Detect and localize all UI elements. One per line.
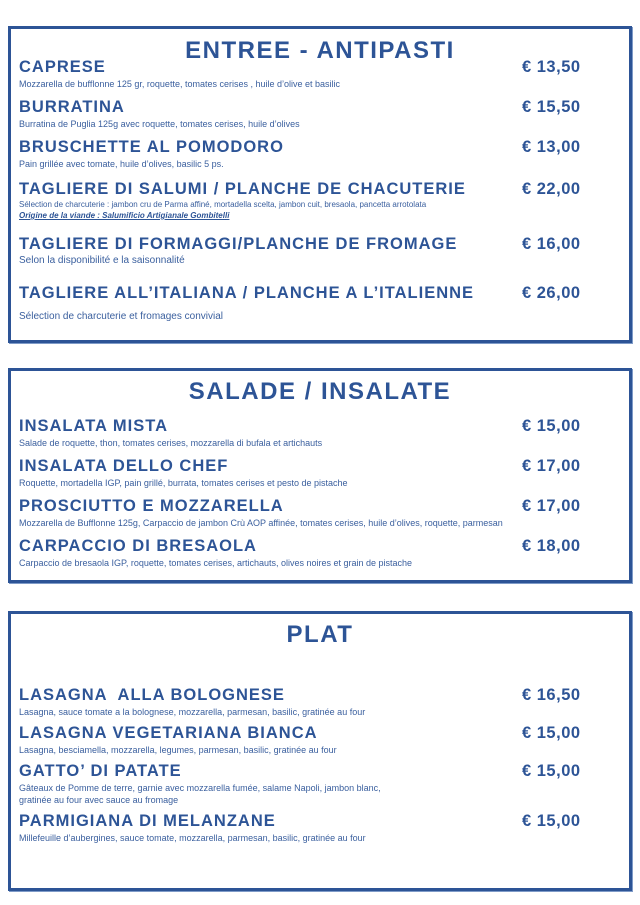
section-title: ENTREE - ANTIPASTI <box>185 37 455 64</box>
item-name: INSALATA MISTA <box>19 417 169 435</box>
item-name: BURRATINA <box>19 98 125 116</box>
menu-item <box>19 537 619 569</box>
item-description: Gâteaux de Pomme de terre, garnie avec mozzarella fumée, salame Napoli, jambon blanc, <box>19 783 381 793</box>
item-name: LASAGNA VEGETARIANA BIANCA <box>19 724 318 742</box>
item-price: € 18,00 <box>522 537 581 555</box>
item-description: Burratina de Puglia 125g avec roquette, tomates cerises, huile d’olives <box>19 119 300 129</box>
item-price: € 17,00 <box>522 497 581 515</box>
menu-item <box>19 762 619 806</box>
menu-item <box>19 180 619 221</box>
item-price: € 15,00 <box>522 417 581 435</box>
item-price: € 17,00 <box>522 457 581 475</box>
item-name: GATTO’ DI PATATE <box>19 762 182 780</box>
item-price: € 13,50 <box>522 58 581 76</box>
item-description-line2: gratinée au four avec sauce au fromage <box>19 795 179 805</box>
item-price: € 16,50 <box>522 686 581 704</box>
item-description: Lasagna, sauce tomate a la bolognese, mozzarella, parmesan, basilic, gratinée au four <box>19 707 366 717</box>
item-description: Carpaccio de bresaola IGP, roquette, tomates cerises, artichauts, olives noires et grain de pistache <box>19 558 413 568</box>
item-name: TAGLIERE DI FORMAGGI/PLANCHE DE FROMAGE <box>19 235 458 253</box>
item-description: Sélection de charcuterie : jambon cru de Parma affiné, mortadella scelta, jambon cuit, bresaola, pancetta arrotolata <box>19 200 427 209</box>
item-description: Sélection de charcuterie et fromages convivial <box>19 311 223 322</box>
menu-item <box>19 812 619 844</box>
menu-item <box>19 724 619 756</box>
item-price: € 16,00 <box>522 235 581 253</box>
item-price: € 15,50 <box>522 98 581 116</box>
item-description: Pain grillée avec tomate, huile d’olives, basilic 5 ps. <box>19 159 224 169</box>
item-description: Salade de roquette, thon, tomates cerises, mozzarella di bufala et artichauts <box>19 438 323 448</box>
item-name: TAGLIERE ALL’ITALIANA / PLANCHE A L’ITALIENNE <box>19 284 475 302</box>
item-price: € 22,00 <box>522 180 581 198</box>
item-description: Mozzarella de Bufflonne 125g, Carpaccio de jambon Crù AOP affinée, tomates cerises, huile d’olives, roquette, parmesan <box>19 518 503 528</box>
item-price: € 15,00 <box>522 812 581 830</box>
menu-item <box>19 686 619 718</box>
item-description: Selon la disponibilité e la saisonnalité <box>19 255 185 266</box>
menu-item <box>19 284 619 323</box>
item-name: TAGLIERE DI SALUMI / PLANCHE DE CHACUTERIE <box>19 180 466 198</box>
item-name: CARPACCIO DI BRESAOLA <box>19 537 257 555</box>
item-name: PROSCIUTTO E MOZZARELLA <box>19 497 284 515</box>
section-entree-antipasti <box>8 26 632 343</box>
item-name: INSALATA DELLO CHEF <box>19 457 229 475</box>
item-description: Millefeuille d’aubergines, sauce tomate, mozzarella, parmesan, basilic, gratinée au four <box>19 833 366 843</box>
item-description: Roquette, mortadella IGP, pain grillé, burrata, tomates cerises et pesto de pistache <box>19 478 348 488</box>
menu-item <box>19 98 619 130</box>
item-price: € 15,00 <box>522 724 581 742</box>
menu-item <box>19 138 619 170</box>
item-name: BRUSCHETTE AL POMODORO <box>19 138 284 156</box>
menu-item <box>19 58 619 90</box>
menu-item <box>19 497 619 529</box>
item-description: Mozzarella de bufflonne 125 gr, roquette, tomates cerises , huile d’olive et basilic <box>19 79 341 89</box>
section-plat <box>8 611 632 891</box>
item-price: € 15,00 <box>522 762 581 780</box>
item-name: LASAGNA ALLA BOLOGNESE <box>19 686 285 704</box>
menu-item <box>19 235 619 267</box>
item-name: PARMIGIANA DI MELANZANE <box>19 812 276 830</box>
section-salade-insalate <box>8 368 632 583</box>
menu-item <box>19 457 619 489</box>
item-price: € 13,00 <box>522 138 581 156</box>
section-title: SALADE / INSALATE <box>188 378 452 405</box>
item-description: Lasagna, besciamella, mozzarella, legumes, parmesan, basilic, gratinée au four <box>19 745 337 755</box>
item-price: € 26,00 <box>522 284 581 302</box>
section-title: PLAT <box>286 621 354 648</box>
item-name: CAPRESE <box>19 58 106 76</box>
menu-item <box>19 417 619 449</box>
meat-origin-note: Origine de la viande : Salumificio Artigianale Gombitelli <box>19 211 230 220</box>
